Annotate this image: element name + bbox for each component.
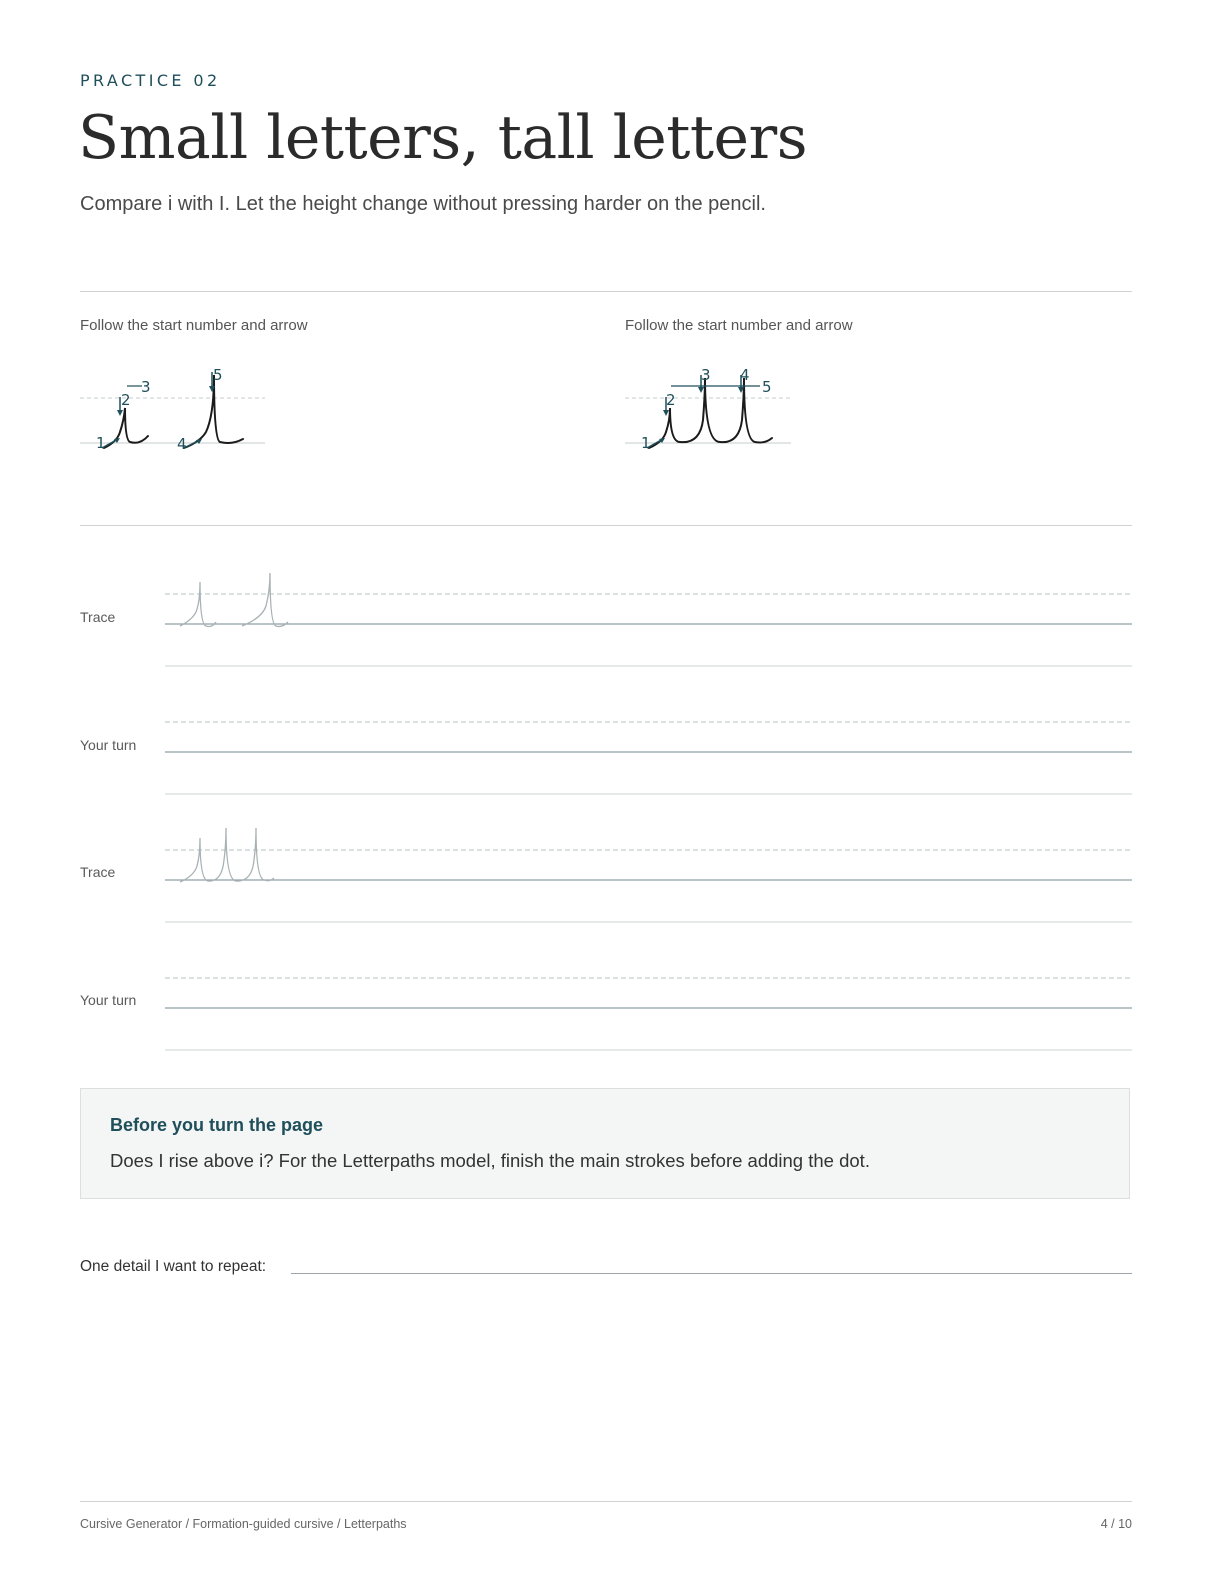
note-box: [80, 1088, 1130, 1199]
stroke-number-5: 5: [762, 378, 772, 396]
stroke-number-4: 4: [740, 366, 750, 384]
stroke-number-1: 1: [641, 434, 651, 452]
page-number: 4 / 10: [1100, 1517, 1132, 1531]
footer-breadcrumb: Cursive Generator / Formation-guided cursive / Letterpaths: [80, 1517, 407, 1531]
note-title: Before you turn the page: [110, 1115, 324, 1135]
row-label-trace-2: Trace: [80, 864, 116, 880]
demo-hint-left: Follow the start number and arrow: [80, 317, 308, 334]
trace-letter-i: [180, 582, 216, 627]
practice-row-your-turn-1[interactable]: [165, 722, 1132, 794]
footer-divider: [80, 1501, 1132, 1502]
reflection-label: One detail I want to repeat:: [80, 1258, 267, 1275]
demo-letter-model-left: [80, 360, 280, 460]
note-body: Does I rise above i? For the Letterpaths model, finish the main strokes before adding the dot.: [110, 1150, 870, 1171]
practice-row-your-turn-2[interactable]: [165, 978, 1132, 1050]
stroke-number-3: 3: [701, 366, 711, 384]
stroke-number-2: 2: [121, 391, 131, 409]
practice-row-trace-1[interactable]: [165, 573, 1132, 666]
row-label-your-turn-2: Your turn: [80, 992, 137, 1008]
section-eyebrow: PRACTICE 02: [80, 71, 221, 90]
row-label-your-turn-1: Your turn: [80, 737, 137, 753]
letter-i-stroke: [104, 408, 148, 448]
stroke-number-4: 4: [177, 435, 187, 453]
stroke-number-5: 5: [213, 366, 223, 384]
row-label-trace-1: Trace: [80, 609, 116, 625]
page-title: Small letters, tall letters: [78, 103, 807, 173]
demo-hint-right: Follow the start number and arrow: [625, 317, 853, 334]
stroke-number-1: 1: [96, 434, 106, 452]
divider-top: [80, 291, 1132, 292]
stroke-number-2: 2: [666, 391, 676, 409]
page-lede: Compare i with I. Let the height change without pressing harder on the pencil.: [80, 193, 766, 215]
stroke-number-3: 3: [141, 378, 151, 396]
trace-letter-l: [242, 573, 288, 627]
divider-middle: [80, 525, 1132, 526]
letter-l-stroke: [184, 375, 243, 448]
trace-connected-letters: [180, 828, 274, 882]
practice-row-trace-2[interactable]: [165, 828, 1132, 922]
demo-letter-model-right: [625, 360, 825, 460]
reflection-answer-line[interactable]: [291, 1273, 1132, 1274]
practice-lines[interactable]: [164, 560, 1134, 1060]
